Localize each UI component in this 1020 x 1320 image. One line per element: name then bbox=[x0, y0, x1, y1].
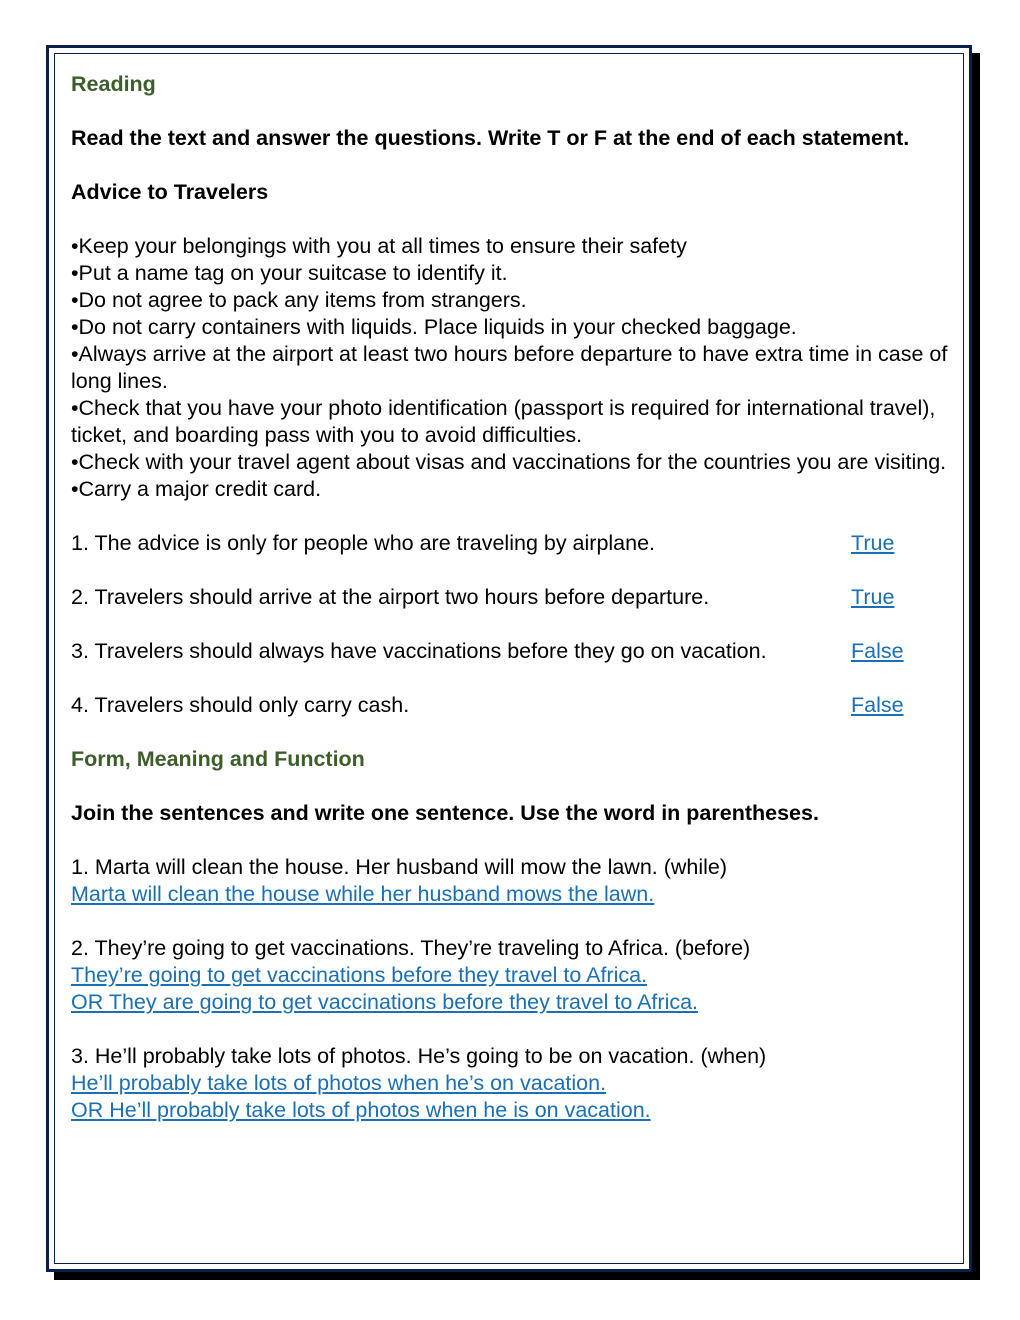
form-instructions: Join the sentences and write one sentence. Use the word in parentheses. bbox=[71, 801, 819, 825]
advice-item: •Do not agree to pack any items from strangers. bbox=[71, 288, 527, 312]
answer-link[interactable]: True bbox=[851, 585, 895, 609]
question-text: 4. Travelers should only carry cash. bbox=[71, 693, 410, 717]
text-title: Advice to Travelers bbox=[71, 180, 269, 204]
advice-item: •Do not carry containers with liquids. Place liquids in your checked baggage. bbox=[71, 315, 797, 339]
answer-link[interactable]: OR They are going to get vaccinations before they travel to Africa. bbox=[71, 990, 699, 1014]
exercise-prompt: 1. Marta will clean the house. Her husband will mow the lawn. (while) bbox=[71, 855, 728, 879]
question-row bbox=[71, 584, 951, 611]
answer-link[interactable]: OR He’ll probably take lots of photos when he is on vacation. bbox=[71, 1098, 651, 1122]
question-text: 1. The advice is only for people who are traveling by airplane. bbox=[71, 531, 656, 555]
advice-item: •Check that you have your photo identification (passport is required for international travel), ticket, and boarding pass with you to avoid difficulties. bbox=[71, 396, 936, 447]
question-row bbox=[71, 638, 951, 665]
reading-heading: Reading bbox=[71, 72, 156, 96]
advice-item: •Always arrive at the airport at least two hours before departure to have extra time in case of long lines. bbox=[71, 342, 948, 393]
advice-item: •Put a name tag on your suitcase to identify it. bbox=[71, 261, 508, 285]
reading-instructions: Read the text and answer the questions. Write T or F at the end of each statement. bbox=[71, 126, 910, 150]
answer-link[interactable]: True bbox=[851, 531, 895, 555]
answer-link[interactable]: He’ll probably take lots of photos when he’s on vacation. bbox=[71, 1071, 607, 1095]
exercise-prompt: 3. He’ll probably take lots of photos. He’s going to be on vacation. (when) bbox=[71, 1044, 767, 1068]
advice-list bbox=[71, 233, 951, 503]
exercise-item bbox=[71, 1043, 951, 1124]
question-text: 2. Travelers should arrive at the airport two hours before departure. bbox=[71, 585, 710, 609]
answer-link[interactable]: They’re going to get vaccinations before they travel to Africa. bbox=[71, 963, 648, 987]
question-row bbox=[71, 530, 951, 557]
exercise-item bbox=[71, 854, 951, 908]
worksheet-content bbox=[71, 71, 951, 1124]
answer-link[interactable]: False bbox=[851, 693, 904, 717]
question-row bbox=[71, 692, 951, 719]
form-heading: Form, Meaning and Function bbox=[71, 747, 365, 771]
advice-item: •Carry a major credit card. bbox=[71, 477, 322, 501]
question-text: 3. Travelers should always have vaccinations before they go on vacation. bbox=[71, 639, 767, 663]
answer-link[interactable]: Marta will clean the house while her husband mows the lawn. bbox=[71, 882, 655, 906]
advice-item: •Keep your belongings with you at all times to ensure their safety bbox=[71, 234, 687, 258]
advice-item: •Check with your travel agent about visas and vaccinations for the countries you are visiting. bbox=[71, 450, 947, 474]
exercise-prompt: 2. They’re going to get vaccinations. They’re traveling to Africa. (before) bbox=[71, 936, 751, 960]
answer-link[interactable]: False bbox=[851, 639, 904, 663]
exercise-item bbox=[71, 935, 951, 1016]
